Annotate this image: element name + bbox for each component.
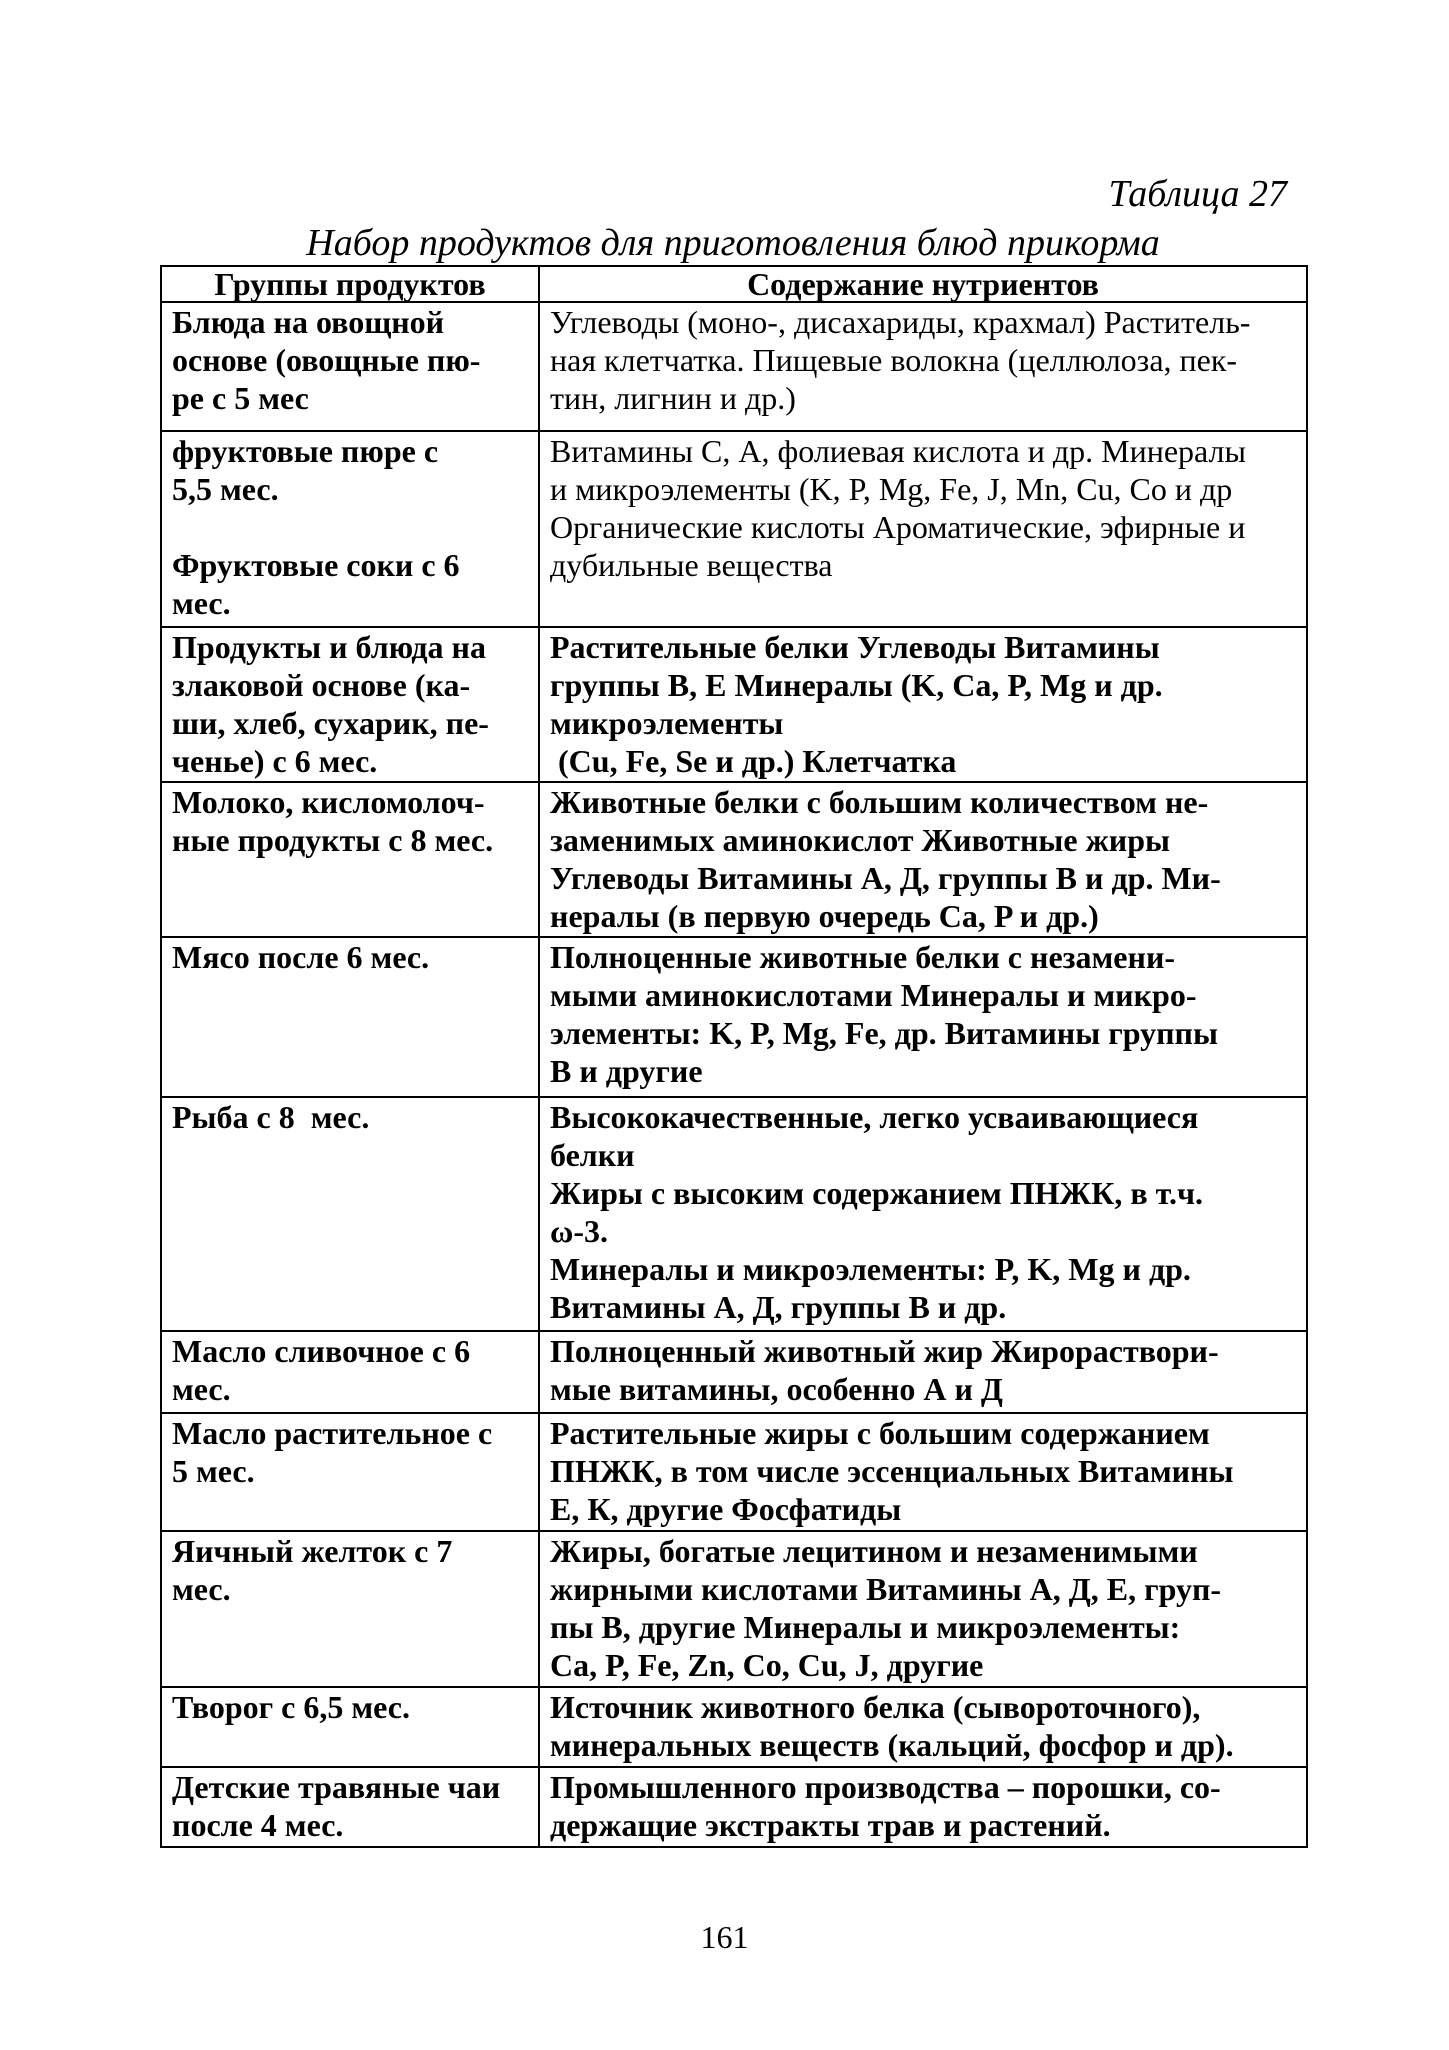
cell-line: Продукты и блюда на [172, 629, 486, 665]
table-row [161, 1687, 1307, 1767]
cell-line: группы В, Е Минералы (K, Ca, P, Mg и др. [550, 667, 1163, 703]
cell-line: дубильные вещества [550, 547, 833, 583]
cell-line: ные продукты с 8 мес. [172, 822, 494, 858]
cell-line: Углеводы (моно-, дисахариды, крахмал) Раститель- [550, 304, 1251, 340]
cell-line: мыми аминокислотами Минералы и микро- [550, 977, 1197, 1013]
table-label: Таблица 27 [1108, 173, 1287, 215]
cell-line: Промышленного производства – порошки, со- [550, 1769, 1221, 1805]
cell-line: ПНЖК, в том числе эссенциальных Витамины [550, 1453, 1234, 1489]
product-group-cell [161, 937, 539, 1097]
cell-line: Растительные жиры с большим содержанием [550, 1415, 1210, 1451]
cell-line: ре с 5 мес [172, 380, 309, 416]
cell-line: В и другие [550, 1053, 703, 1089]
page-number: 161 [700, 1919, 749, 1955]
cell-line: Творог с 6,5 мес. [172, 1689, 410, 1725]
cell-line: Углеводы Витамины А, Д, группы В и др. Ми- [550, 860, 1221, 896]
cell-line: Масло сливочное с 6 [172, 1333, 471, 1369]
cell-line: ши, хлеб, сухарик, пе- [172, 705, 489, 741]
table-title: Набор продуктов для приготовления блюд прикорма [306, 222, 1160, 264]
cell-line: 5 мес. [172, 1453, 255, 1489]
table-row [161, 302, 1307, 431]
cell-line: мес. [172, 1371, 231, 1407]
cell-line: Ca, P, Fe, Zn, Co, Cu, J, другие [550, 1647, 984, 1683]
cell-line: ченье) с 6 мес. [172, 743, 378, 779]
nutrient-content-cell [539, 627, 1307, 782]
cell-line: Масло растительное с [172, 1415, 493, 1451]
cell-line: Животные белки с большим количеством не- [550, 784, 1209, 820]
nutrient-content-cell [539, 782, 1307, 937]
nutrient-content-cell [539, 302, 1307, 431]
cell-line: заменимых аминокислот Животные жиры [550, 822, 1170, 858]
nutrient-content-cell [539, 1097, 1307, 1331]
nutrient-content-cell [539, 1413, 1307, 1531]
cell-line: 5,5 мес. [172, 471, 279, 507]
cell-line: белки [550, 1137, 635, 1173]
table-header-row [161, 266, 1307, 302]
cell-line: Жиры, богатые лецитином и незаменимыми [550, 1533, 1198, 1569]
cell-line: Детские травяные чаи [172, 1769, 501, 1805]
cell-line: и микроэлементы (K, P, Mg, Fe, J, Mn, Cu, Co и др [550, 471, 1233, 507]
cell-line: Высококачественные, легко усваивающиеся [550, 1099, 1199, 1135]
cell-line: Яичный желток с 7 [172, 1533, 453, 1569]
cell-line: Органические кислоты Ароматические, эфирные и [550, 509, 1246, 545]
table-row [161, 1531, 1307, 1687]
table-row [161, 431, 1307, 627]
cell-line: Полноценные животные белки с незамени- [550, 939, 1176, 975]
cell-line: Фруктовые соки с 6 [172, 547, 460, 583]
nutrient-content-cell [539, 1331, 1307, 1413]
cell-line: злаковой основе (ка- [172, 667, 471, 703]
table-row [161, 782, 1307, 937]
cell-line: ω-3. [550, 1213, 609, 1249]
table-row [161, 937, 1307, 1097]
table-row [161, 627, 1307, 782]
product-group-cell [161, 1413, 539, 1531]
product-group-cell [161, 1531, 539, 1687]
product-group-cell [161, 302, 539, 431]
cell-line: микроэлементы [550, 705, 784, 741]
cell-line: Растительные белки Углеводы Витамины [550, 629, 1160, 665]
product-group-cell [161, 782, 539, 937]
cell-line: Полноценный животный жир Жирораствори- [550, 1333, 1219, 1369]
cell-line: мые витамины, особенно А и Д [550, 1371, 1003, 1407]
header-nutrient-content: Содержание нутриентов [539, 266, 1307, 302]
cell-line: Минералы и микроэлементы: P, K, Mg и др. [550, 1251, 1191, 1287]
product-group-cell [161, 431, 539, 627]
cell-line: Источник животного белка (сывороточного), [550, 1689, 1201, 1725]
cell-line: Е, К, другие Фосфатиды [550, 1491, 902, 1527]
cell-line: элементы: K, P, Mg, Fe, др. Витамины группы [550, 1015, 1218, 1051]
cell-line: (Cu, Fe, Se и др.) Клетчатка [550, 743, 957, 779]
cell-line: фруктовые пюре с [172, 433, 439, 469]
cell-line: пы В, другие Минералы и микроэлементы: [550, 1609, 1181, 1645]
cell-line: мес. [172, 585, 231, 621]
product-group-cell [161, 1331, 539, 1413]
nutrient-content-cell [539, 937, 1307, 1097]
cell-line: ная клетчатка. Пищевые волокна (целлюлоза, пек- [550, 342, 1238, 378]
nutrient-content-cell [539, 431, 1307, 627]
cell-line: тин, лигнин и др.) [550, 380, 796, 416]
product-group-cell [161, 1097, 539, 1331]
header-product-groups: Группы продуктов [161, 266, 539, 302]
cell-line: Рыба с 8 мес. [172, 1099, 370, 1135]
cell-line: мес. [172, 1571, 231, 1607]
cell-line: Витамины А, Д, группы В и др. [550, 1289, 1007, 1325]
table-body [161, 302, 1307, 1847]
cell-line: основе (овощные пю- [172, 342, 481, 378]
nutrient-content-cell [539, 1687, 1307, 1767]
nutrient-content-cell [539, 1767, 1307, 1847]
cell-line: после 4 мес. [172, 1807, 344, 1843]
cell-line: Блюда на овощной [172, 304, 445, 340]
cell-line: жирными кислотами Витамины А, Д, Е, груп- [550, 1571, 1222, 1607]
cell-line: Жиры с высоким содержанием ПНЖК, в т.ч. [550, 1175, 1204, 1211]
nutrient-content-cell [539, 1531, 1307, 1687]
cell-line: Витамины С, А, фолиевая кислота и др. Минералы [550, 433, 1246, 469]
product-group-cell [161, 627, 539, 782]
table-row [161, 1331, 1307, 1413]
cell-line: нералы (в первую очередь Ca, P и др.) [550, 898, 1099, 934]
table-row [161, 1413, 1307, 1531]
cell-line: Молоко, кисломолоч- [172, 784, 485, 820]
cell-line: Мясо после 6 мес. [172, 939, 430, 975]
cell-line: минеральных веществ (кальций, фосфор и др). [550, 1727, 1234, 1763]
product-group-cell [161, 1687, 539, 1767]
table-row [161, 1097, 1307, 1331]
product-group-cell [161, 1767, 539, 1847]
nutrients-table [160, 265, 1308, 1848]
cell-line: держащие экстракты трав и растений. [550, 1807, 1111, 1843]
cell-spacer [172, 508, 528, 546]
table-row [161, 1767, 1307, 1847]
